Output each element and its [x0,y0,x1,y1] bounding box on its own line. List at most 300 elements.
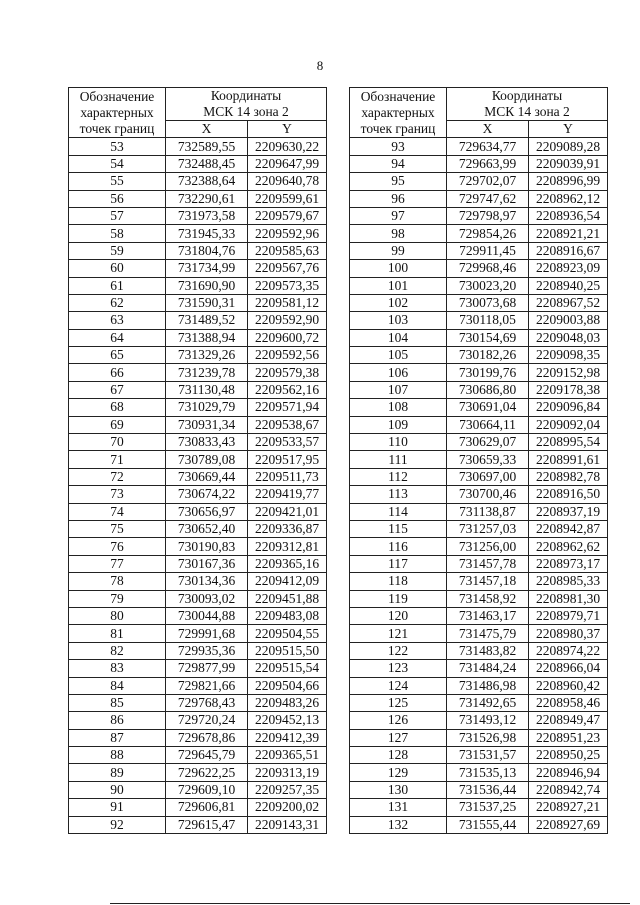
coord-y: 2209412,09 [248,573,327,590]
point-number: 128 [350,747,447,764]
table-row [69,155,327,172]
point-number: 69 [69,416,166,433]
point-number: 65 [69,347,166,364]
table-row [69,555,327,572]
coord-x: 730669,44 [166,468,248,485]
point-number: 113 [350,486,447,503]
table-row [350,816,608,833]
coord-y: 2208949,47 [529,712,608,729]
header-y: Y [248,121,327,138]
coord-y: 2209412,39 [248,729,327,746]
point-number: 110 [350,434,447,451]
point-number: 75 [69,520,166,537]
coord-x: 731536,44 [447,781,529,798]
coord-x: 730199,76 [447,364,529,381]
table-row [69,277,327,294]
coord-x: 730044,88 [166,607,248,624]
point-number: 115 [350,520,447,537]
coord-x: 729911,45 [447,242,529,259]
coord-y: 2209365,51 [248,747,327,764]
point-number: 126 [350,712,447,729]
point-number: 120 [350,607,447,624]
table-row [350,694,608,711]
table-row [69,207,327,224]
coord-x: 731493,12 [447,712,529,729]
coord-x: 729606,81 [166,799,248,816]
table-row [350,729,608,746]
table-row [350,399,608,416]
point-number: 94 [350,155,447,172]
point-number: 98 [350,225,447,242]
point-number: 95 [350,173,447,190]
coord-y: 2209579,67 [248,207,327,224]
coord-x: 730167,36 [166,555,248,572]
coord-y: 2209599,61 [248,190,327,207]
coord-x: 730789,08 [166,451,248,468]
coord-y: 2208946,94 [529,764,608,781]
coord-y: 2209048,03 [529,329,608,346]
point-number: 97 [350,207,447,224]
coord-y: 2209451,88 [248,590,327,607]
coord-x: 730093,02 [166,590,248,607]
table-row [69,138,327,155]
coord-y: 2209592,96 [248,225,327,242]
coord-x: 731945,33 [166,225,248,242]
table-row [69,799,327,816]
coord-x: 731690,90 [166,277,248,294]
coord-y: 2209313,19 [248,764,327,781]
coord-x: 729768,43 [166,694,248,711]
coord-y: 2208973,17 [529,555,608,572]
coord-x: 731537,25 [447,799,529,816]
table-row [350,207,608,224]
point-number: 122 [350,642,447,659]
coord-x: 729935,36 [166,642,248,659]
point-number: 107 [350,381,447,398]
coord-y: 2208916,50 [529,486,608,503]
coord-x: 730073,68 [447,294,529,311]
table-body-right [350,138,608,834]
coord-y: 2208967,52 [529,294,608,311]
table-row [350,416,608,433]
coord-y: 2209039,91 [529,155,608,172]
coord-y: 2209089,28 [529,138,608,155]
coord-x: 729720,24 [166,712,248,729]
table-row [69,416,327,433]
coord-x: 729877,99 [166,660,248,677]
coord-y: 2208940,25 [529,277,608,294]
coord-x: 729854,26 [447,225,529,242]
coord-x: 731329,26 [166,347,248,364]
table-row [69,434,327,451]
coordinates-table-right [349,87,608,834]
table-row [69,625,327,642]
table-row [69,451,327,468]
point-number: 118 [350,573,447,590]
coordinates-table-left [68,87,327,834]
table-row [69,399,327,416]
point-number: 73 [69,486,166,503]
table-row [69,190,327,207]
coord-y: 2209647,99 [248,155,327,172]
point-number: 130 [350,781,447,798]
point-number: 76 [69,538,166,555]
table-row [350,712,608,729]
point-number: 123 [350,660,447,677]
coord-x: 730023,20 [447,277,529,294]
table-row [350,260,608,277]
table-row [350,364,608,381]
coord-x: 730674,22 [166,486,248,503]
table-row [69,660,327,677]
table-row [69,347,327,364]
point-number: 102 [350,294,447,311]
table-row [69,747,327,764]
point-number: 96 [350,190,447,207]
coord-y: 2208942,74 [529,781,608,798]
point-number: 72 [69,468,166,485]
table-row [350,312,608,329]
coord-y: 2208923,09 [529,260,608,277]
table-row [69,694,327,711]
coord-y: 2208996,99 [529,173,608,190]
point-number: 67 [69,381,166,398]
table-row [69,729,327,746]
coord-y: 2208962,62 [529,538,608,555]
coord-x: 731734,99 [166,260,248,277]
coord-x: 731483,82 [447,642,529,659]
coord-y: 2209630,22 [248,138,327,155]
coord-x: 732290,61 [166,190,248,207]
coord-y: 2208979,71 [529,607,608,624]
coord-y: 2208942,87 [529,520,608,537]
table-row [69,538,327,555]
point-number: 105 [350,347,447,364]
coord-y: 2209585,63 [248,242,327,259]
point-number: 77 [69,555,166,572]
coord-x: 729991,68 [166,625,248,642]
table-row [350,242,608,259]
table-row [350,625,608,642]
table-row [350,329,608,346]
coord-y: 2209178,38 [529,381,608,398]
table-row [350,642,608,659]
table-row [69,712,327,729]
point-number: 85 [69,694,166,711]
coord-y: 2209592,56 [248,347,327,364]
coord-x: 731555,44 [447,816,529,833]
coord-x: 729622,25 [166,764,248,781]
coord-y: 2209419,77 [248,486,327,503]
coord-y: 2209571,94 [248,399,327,416]
coord-x: 729615,47 [166,816,248,833]
table-row [69,642,327,659]
coord-x: 729968,46 [447,260,529,277]
table-body-left [69,138,327,834]
coord-y: 2209640,78 [248,173,327,190]
point-number: 92 [69,816,166,833]
table-row [69,312,327,329]
coord-x: 731029,79 [166,399,248,416]
table-row [69,503,327,520]
table-row [350,434,608,451]
point-number: 61 [69,277,166,294]
coord-x: 731239,78 [166,364,248,381]
coord-x: 730656,97 [166,503,248,520]
coord-x: 730697,00 [447,468,529,485]
table-row [350,799,608,816]
point-number: 111 [350,451,447,468]
coord-y: 2209143,31 [248,816,327,833]
coord-y: 2209592,90 [248,312,327,329]
table-row [350,225,608,242]
table-row [350,173,608,190]
coord-x: 731973,58 [166,207,248,224]
point-number: 80 [69,607,166,624]
point-number: 114 [350,503,447,520]
coord-y: 2209579,38 [248,364,327,381]
table-row [350,468,608,485]
coord-x: 731458,92 [447,590,529,607]
point-number: 86 [69,712,166,729]
point-number: 116 [350,538,447,555]
coord-x: 729798,97 [447,207,529,224]
point-number: 56 [69,190,166,207]
coord-x: 731531,57 [447,747,529,764]
point-number: 99 [350,242,447,259]
coord-x: 731130,48 [166,381,248,398]
point-number: 117 [350,555,447,572]
coord-y: 2209533,57 [248,434,327,451]
coord-x: 730691,04 [447,399,529,416]
table-row [69,607,327,624]
point-number: 63 [69,312,166,329]
point-number: 54 [69,155,166,172]
table-row [350,347,608,364]
table-row [350,764,608,781]
header-coordinates: Координаты МСК 14 зона 2 [166,88,327,121]
coord-x: 732488,45 [166,155,248,172]
coord-x: 732388,64 [166,173,248,190]
table-row [69,294,327,311]
coord-x: 729634,77 [447,138,529,155]
point-number: 59 [69,242,166,259]
table-row [350,590,608,607]
point-number: 119 [350,590,447,607]
coord-y: 2208950,25 [529,747,608,764]
table-row [350,486,608,503]
coord-y: 2209581,12 [248,294,327,311]
coord-y: 2209504,55 [248,625,327,642]
coord-x: 730664,11 [447,416,529,433]
table-row [350,503,608,520]
coord-y: 2208937,19 [529,503,608,520]
coord-y: 2209515,54 [248,660,327,677]
coord-x: 729678,86 [166,729,248,746]
point-number: 121 [350,625,447,642]
point-number: 62 [69,294,166,311]
coord-y: 2208927,21 [529,799,608,816]
point-number: 103 [350,312,447,329]
table-row [69,173,327,190]
coord-y: 2208966,04 [529,660,608,677]
header-x: X [447,121,529,138]
table-row [350,277,608,294]
table-row [350,138,608,155]
point-number: 87 [69,729,166,746]
point-number: 57 [69,207,166,224]
scan-edge-line [110,903,630,904]
point-number: 74 [69,503,166,520]
point-number: 100 [350,260,447,277]
coord-y: 2209504,66 [248,677,327,694]
coord-y: 2208960,42 [529,677,608,694]
table-row [350,607,608,624]
point-number: 93 [350,138,447,155]
coord-y: 2209515,50 [248,642,327,659]
table-row [350,677,608,694]
table-row [350,538,608,555]
coord-x: 730154,69 [447,329,529,346]
coord-y: 2209483,26 [248,694,327,711]
coord-x: 730652,40 [166,520,248,537]
table-row [350,381,608,398]
point-number: 66 [69,364,166,381]
point-number: 60 [69,260,166,277]
point-number: 55 [69,173,166,190]
point-number: 79 [69,590,166,607]
point-number: 112 [350,468,447,485]
point-number: 101 [350,277,447,294]
coord-x: 729821,66 [166,677,248,694]
table-row [69,468,327,485]
point-number: 70 [69,434,166,451]
coord-x: 731475,79 [447,625,529,642]
coord-y: 2209098,35 [529,347,608,364]
point-number: 58 [69,225,166,242]
coord-y: 2208982,78 [529,468,608,485]
coord-y: 2209365,16 [248,555,327,572]
coord-x: 731486,98 [447,677,529,694]
coord-y: 2208921,21 [529,225,608,242]
point-number: 88 [69,747,166,764]
table-row [69,590,327,607]
header-x: X [166,121,248,138]
point-number: 83 [69,660,166,677]
coord-x: 731484,24 [447,660,529,677]
coord-x: 730931,34 [166,416,248,433]
table-row [350,155,608,172]
coord-y: 2209312,81 [248,538,327,555]
coord-y: 2208951,23 [529,729,608,746]
coord-x: 730659,33 [447,451,529,468]
coord-x: 729747,62 [447,190,529,207]
coord-x: 731138,87 [447,503,529,520]
coord-x: 731492,65 [447,694,529,711]
header-point-label: Обозначение характерных точек границ [69,88,166,138]
table-row [350,555,608,572]
point-number: 64 [69,329,166,346]
point-number: 89 [69,764,166,781]
point-number: 81 [69,625,166,642]
coord-y: 2208958,46 [529,694,608,711]
coord-y: 2209452,13 [248,712,327,729]
point-number: 84 [69,677,166,694]
coord-x: 729645,79 [166,747,248,764]
table-row [69,764,327,781]
point-number: 125 [350,694,447,711]
table-row [350,747,608,764]
coord-y: 2209511,73 [248,468,327,485]
coord-x: 731804,76 [166,242,248,259]
coord-y: 2209517,95 [248,451,327,468]
coord-y: 2208936,54 [529,207,608,224]
coord-x: 731257,03 [447,520,529,537]
table-row [69,486,327,503]
table-row [350,294,608,311]
point-number: 131 [350,799,447,816]
coord-y: 2208995,54 [529,434,608,451]
coord-y: 2209538,67 [248,416,327,433]
page-number: 8 [316,58,324,73]
coord-y: 2209092,04 [529,416,608,433]
point-number: 91 [69,799,166,816]
coord-x: 731457,18 [447,573,529,590]
coord-x: 729702,07 [447,173,529,190]
coord-x: 731526,98 [447,729,529,746]
coord-y: 2208916,67 [529,242,608,259]
point-number: 78 [69,573,166,590]
table-row [69,329,327,346]
coord-y: 2209573,35 [248,277,327,294]
coord-x: 731489,52 [166,312,248,329]
point-number: 108 [350,399,447,416]
coord-y: 2208985,33 [529,573,608,590]
point-number: 129 [350,764,447,781]
table-row [69,677,327,694]
table-row [350,660,608,677]
point-number: 106 [350,364,447,381]
coord-y: 2208981,30 [529,590,608,607]
table-row [69,781,327,798]
coord-y: 2208974,22 [529,642,608,659]
coord-y: 2209567,76 [248,260,327,277]
table-row [69,520,327,537]
point-number: 90 [69,781,166,798]
coord-x: 730629,07 [447,434,529,451]
coord-y: 2209421,01 [248,503,327,520]
table-row [350,781,608,798]
coord-x: 730700,46 [447,486,529,503]
coord-x: 731463,17 [447,607,529,624]
coord-y: 2209096,84 [529,399,608,416]
point-number: 71 [69,451,166,468]
coord-x: 731457,78 [447,555,529,572]
point-number: 104 [350,329,447,346]
header-point-label: Обозначение характерных точек границ [350,88,447,138]
coord-y: 2209336,87 [248,520,327,537]
table-row [350,520,608,537]
table-row [350,451,608,468]
coord-x: 731590,31 [166,294,248,311]
coord-y: 2208962,12 [529,190,608,207]
coord-x: 730134,36 [166,573,248,590]
table-row [350,573,608,590]
table-row [69,260,327,277]
coord-y: 2209152,98 [529,364,608,381]
table-row [69,573,327,590]
coord-y: 2209600,72 [248,329,327,346]
